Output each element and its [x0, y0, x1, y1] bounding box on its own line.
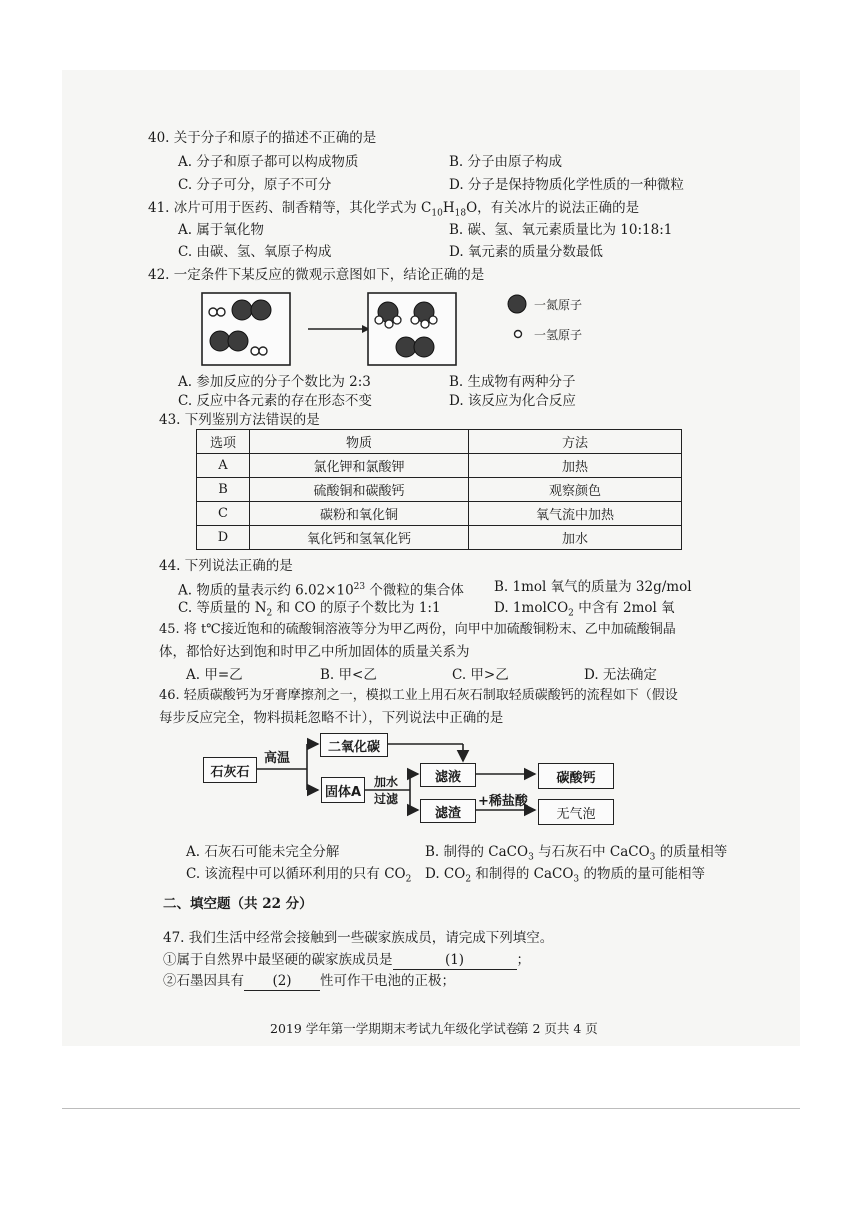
flow-box-filtrate: 滤液: [420, 763, 476, 787]
q47-blank-2: (2): [244, 972, 320, 991]
flow-label-filter: 过滤: [374, 792, 399, 806]
table-cell: 碳粉和氧化铜: [250, 502, 469, 526]
q46-option-d: D. $CO_2$ 和制得的 CaCO$_3$ 的物质的量可能相等: [425, 866, 705, 885]
q45-option-b: B. 甲<乙: [320, 667, 377, 683]
q47-blank-1: (1): [393, 951, 517, 970]
q41-option-d: D. 氧元素的质量分数最低: [449, 244, 603, 260]
col-header-substance: 物质: [250, 430, 469, 454]
table-row: [197, 454, 682, 478]
bottom-divider: [62, 1108, 800, 1109]
table-cell: 氧气流中加热: [469, 502, 682, 526]
q44-option-c: C. 等质量的 $N_2$ 和 CO 的原子个数比为 1:1: [178, 600, 441, 619]
q44-option-a: A. 物质的量表示约 $6.02\times 10^{23}$ 个微粒的集合体: [178, 582, 464, 599]
table-cell: D: [197, 526, 250, 550]
q41-option-a: A. 属于氧化物: [178, 222, 264, 238]
q44-option-b: B. 1mol 氧气的质量为 32g/mol: [494, 579, 692, 595]
q42-option-b: B. 生成物有两种分子: [449, 374, 576, 390]
table-cell: 硫酸铜和碳酸钙: [250, 478, 469, 502]
q45-option-a: A. 甲=乙: [186, 667, 243, 683]
table-cell: 氧化钙和氢氧化钙: [250, 526, 469, 550]
q47-line2: ②石墨因具有 (2) 性可作干电池的正极；: [163, 973, 455, 989]
q43-stem: 43. 下列鉴别方法错误的是: [159, 412, 320, 428]
q44-stem: 44. 下列说法正确的是: [159, 558, 293, 574]
q41-option-c: C. 由碳、氢、氧原子构成: [178, 244, 332, 260]
q47-line1: ①属于自然界中最坚硬的碳家族成员是 (1) ；: [163, 952, 530, 968]
q42-stem: 42. 一定条件下某反应的微观示意图如下，结论正确的是: [148, 267, 485, 283]
q45-option-d: D. 无法确定: [584, 667, 657, 683]
q46-line2: 每步反应完全，物料损耗忽略不计），下列说法中正确的是: [159, 710, 504, 726]
q41-stem: 41. 冰片可用于医药、制香精等，其化学式为 $C_{10}H_{18}O$，有关冰片的说法正确的是: [148, 200, 640, 219]
table-row: [197, 478, 682, 502]
table-cell: 加热: [469, 454, 682, 478]
q40-option-a: A. 分子和原子都可以构成物质: [178, 154, 359, 170]
q46-option-c: C. 该流程中可以循环利用的只有 $CO_2$: [186, 866, 412, 885]
flow-box-co2: 二氧化碳: [320, 733, 388, 757]
flow-box-caco3: 碳酸钙: [538, 763, 614, 789]
q40-option-c: C. 分子可分，原子不可分: [178, 177, 332, 193]
footer-page-number: 第 2 页共 4 页: [516, 1021, 598, 1036]
legend-hydrogen-label: 一氢原子: [534, 328, 583, 342]
q42-option-c: C. 反应中各元素的存在形态不变: [178, 393, 372, 409]
flow-label-add-hcl: +稀盐酸: [478, 794, 528, 809]
q42-option-d: D. 该反应为化合反应: [449, 393, 576, 409]
flow-box-residue: 滤渣: [420, 799, 476, 823]
q45-line1: 45. 将 t℃接近饱和的硫酸铜溶液等分为甲乙两份，向甲中加硫酸铜粉末、乙中加硫酸铜晶: [159, 622, 676, 637]
flow-box-no-bubble: 无气泡: [538, 799, 614, 825]
flow-box-solid-a: 固体A: [321, 777, 365, 803]
q46-option-a: A. 石灰石可能未完全分解: [186, 844, 340, 860]
table-cell: C: [197, 502, 250, 526]
table-row: [197, 502, 682, 526]
flow-label-high-temp: 高温: [264, 751, 291, 766]
q45-option-c: C. 甲>乙: [452, 667, 509, 683]
q46-option-b: B. 制得的 CaCO$_3$ 与石灰石中 CaCO$_3$ 的质量相等: [425, 844, 728, 863]
q40-stem: 40. 关于分子和原子的描述不正确的是: [148, 130, 377, 146]
table-cell: 氯化钾和氯酸钾: [250, 454, 469, 478]
table-cell: 加水: [469, 526, 682, 550]
q45-line2: 体，都恰好达到饱和时甲乙中所加固体的质量关系为: [159, 644, 470, 660]
q40-option-b: B. 分子由原子构成: [449, 154, 563, 170]
q43-table: [196, 429, 682, 550]
col-header-option: 选项: [197, 430, 250, 454]
q46-line1: 46. 轻质碳酸钙为牙膏摩擦剂之一，模拟工业上用石灰石制取轻质碳酸钙的流程如下（假设: [159, 688, 678, 703]
col-header-method: 方法: [469, 430, 682, 454]
section2-title: 二、填空题（共 22 分）: [163, 896, 313, 912]
q40-option-d: D. 分子是保持物质化学性质的一种微粒: [449, 177, 684, 193]
q41-option-b: B. 碳、氢、氧元素质量比为 10:18:1: [449, 222, 673, 238]
flow-box-limestone: 石灰石: [203, 757, 257, 783]
q47-stem: 47. 我们生活中经常会接触到一些碳家族成员，请完成下列填空。: [163, 930, 554, 946]
flow-label-add-water: 加水: [374, 775, 399, 789]
table-cell: A: [197, 454, 250, 478]
legend-nitrogen-label: 一氮原子: [534, 298, 583, 312]
q42-option-a: A. 参加反应的分子个数比为 2:3: [178, 374, 371, 390]
table-row: [197, 526, 682, 550]
q44-option-d: D. 1molCO$_2$ 中含有 2mol 氧: [494, 600, 675, 619]
table-cell: B: [197, 478, 250, 502]
table-header-row: [197, 430, 682, 454]
footer-title: 2019 学年第一学期期末考试九年级化学试卷: [270, 1021, 519, 1036]
table-cell: 观察颜色: [469, 478, 682, 502]
